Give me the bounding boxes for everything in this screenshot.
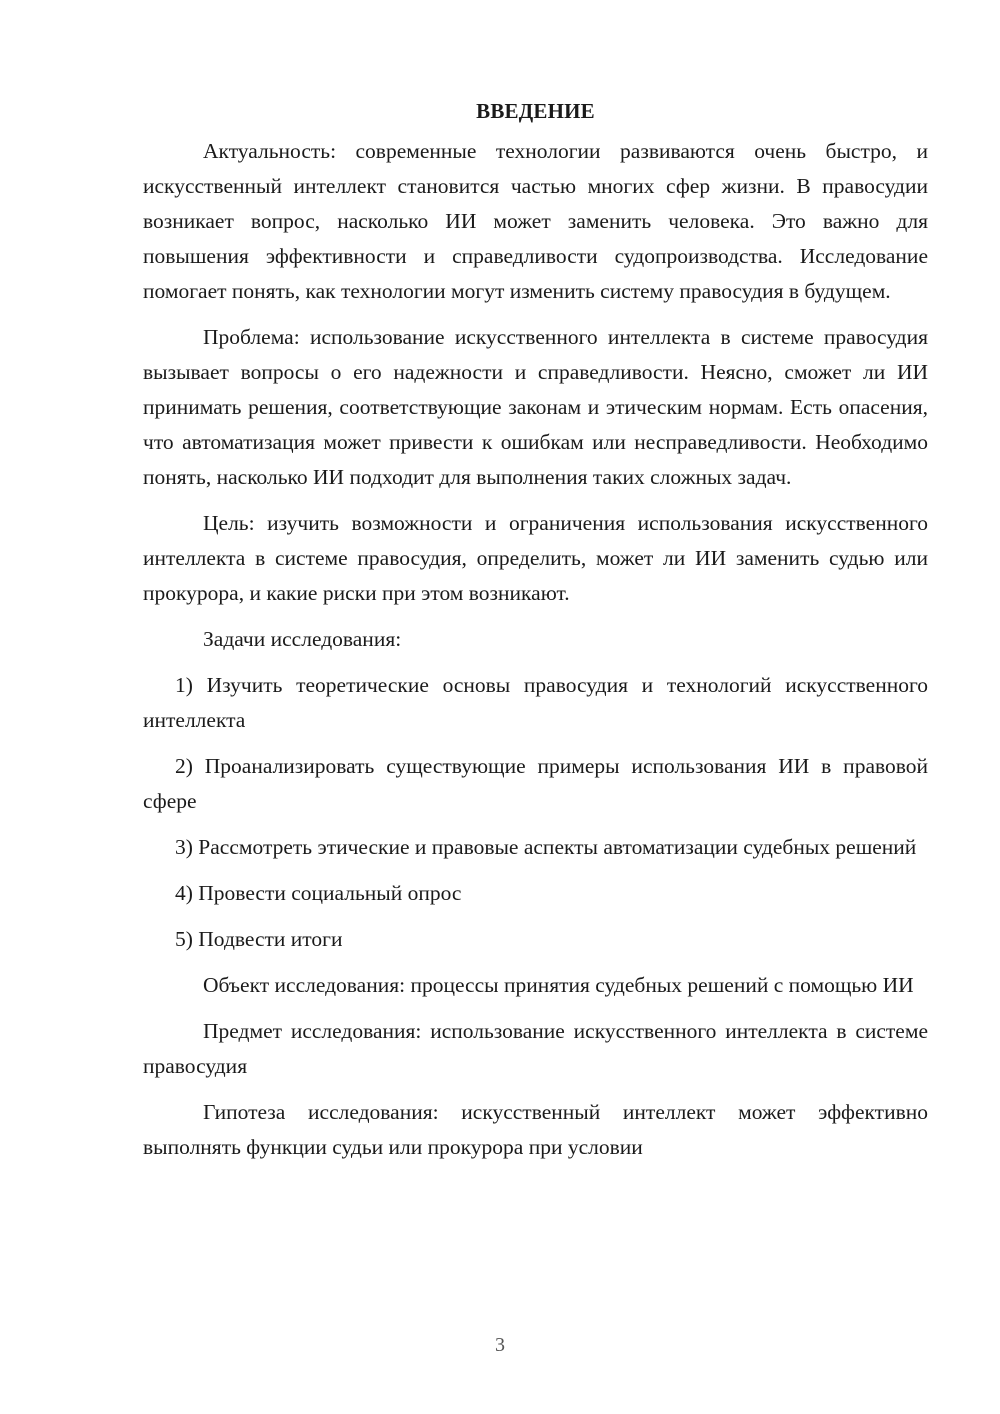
page-number: 3 [495,1334,505,1356]
paragraph-subject: Предмет исследования: использование искусственного интеллекта в системе правосудия [143,1019,928,1078]
task-item-2: 2) Проанализировать существующие примеры использования ИИ в правовой сфере [143,754,928,813]
paragraph-goal: Цель: изучить возможности и ограничения использования искусственного интеллекта в системе правосудия, определить, может ли ИИ заменить судью или прокурора, и какие риски при этом возникают. [143,511,928,605]
document-page [143,96,928,1176]
paragraph-problem: Проблема: использование искусственного интеллекта в системе правосудия вызывает вопросы о его надежности и справедливости. Неясно, сможет ли ИИ принимать решения, соответствующие законам и этическим нормам. Есть опасения, что автоматизация может привести к ошибкам или несправедливости. Необходимо понять, насколько ИИ подходит для выполнения таких сложных задач. [143,325,928,489]
task-item-5: 5) Подвести итоги [175,927,343,951]
task-item-4: 4) Провести социальный опрос [175,881,462,905]
paragraph-object: Объект исследования: процессы принятия судебных решений с помощью ИИ [203,973,914,997]
task-item-1: 1) Изучить теоретические основы правосудия и технологий искусственного интеллекта [143,673,928,732]
paragraph-relevance: Актуальность: современные технологии развиваются очень быстро, и искусственный интеллект становится частью многих сфер жизни. В правосудии возникает вопрос, насколько ИИ может заменить человека. Это важно для повышения эффективности и справедливости судопроизводства. Исследование помогает понять, как технологии могут изменить систему правосудия в будущем. [143,139,928,303]
paragraph-hypothesis: Гипотеза исследования: искусственный интеллект может эффективно выполнять функции судьи или прокурора при условии [143,1100,928,1159]
task-item-3: 3) Рассмотреть этические и правовые аспекты автоматизации судебных решений [175,835,917,859]
section-title: ВВЕДЕНИЕ [476,99,595,123]
paragraph-tasks-heading: Задачи исследования: [203,627,402,651]
